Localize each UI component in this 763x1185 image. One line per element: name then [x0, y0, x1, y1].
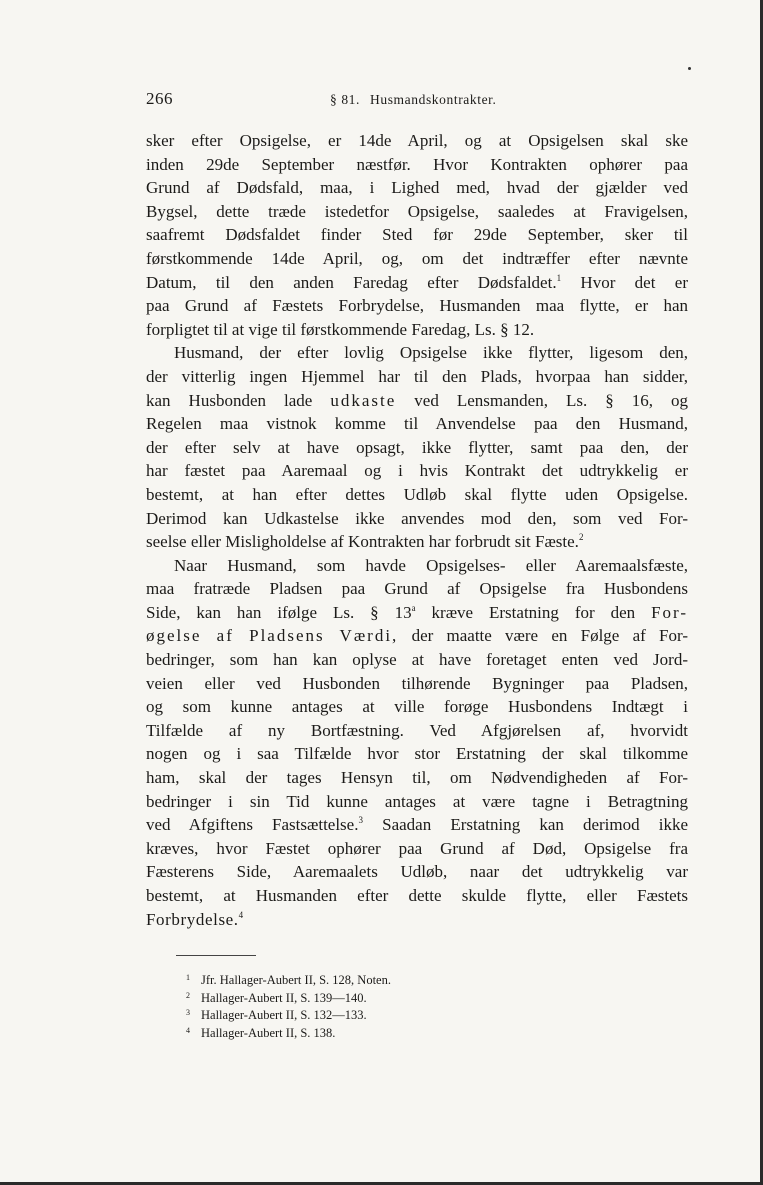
text-line: og som kunne antages at ville forøge Husbondens Indtægt i	[146, 697, 688, 717]
text-line: førstkommende 14de April, og, om det indtræffer efter nævnte	[146, 248, 688, 268]
footnote-ref: 2	[578, 532, 584, 543]
footnote: 2 Hallager-Aubert II, S. 139—140.	[186, 990, 367, 1005]
spaced-term: øgelse af Pladsens Værdi,	[146, 626, 399, 646]
text-line: sker efter Opsigelse, er 14de April, og at Opsigelsen skal ske	[146, 131, 688, 150]
text-fragment: Side, kan han ifølge Ls. § 13	[146, 602, 412, 622]
body-text	[146, 129, 688, 931]
spaced-term: For-	[651, 602, 688, 622]
text-fragment: Hvor det er	[561, 272, 688, 292]
text-fragment: Forbrydelse.	[146, 909, 239, 929]
text-line: Bygsel, dette træde istedetfor Opsigelse, saaledes at Fravigelsen,	[146, 201, 688, 221]
chapter-title: Husmandskontrakter.	[370, 92, 497, 107]
text-fragment: Datum, til den anden Faredag efter Dødsfaldet.	[146, 272, 557, 292]
text-fragment: seelse eller Misligholdelse af Kontrakten har forbrudt sit Fæste.	[146, 532, 579, 552]
text-line: Grund af Dødsfald, maa, i Lighed med, hvad der gjælder ved	[146, 178, 688, 198]
text-line: har fæstet paa Aaremaal og i hvis Kontrakt det udtrykkelig er	[146, 461, 688, 481]
footnote-text: Jfr. Hallager-Aubert II, S. 128, Noten.	[201, 973, 391, 987]
text-line: inden 29de September næstfør. Hvor Kontrakten ophører paa	[146, 154, 688, 174]
running-header	[146, 89, 686, 113]
text-line: Tilfælde af ny Bortfæstning. Ved Afgjørelsen af, hvorvidt	[146, 720, 688, 740]
text-line: saafremt Dødsfaldet finder Sted før 29de September, sker til	[146, 225, 688, 245]
text-line: paa Grund af Fæstets Forbrydelse, Husmanden maa flytte, er han	[146, 296, 688, 316]
paragraph-start: Naar Husmand, som havde Opsigelses- eller Aaremaalsfæste,	[174, 555, 688, 575]
text-line: ham, skal der tages Hensyn til, om Nødvendigheden af For-	[146, 768, 688, 788]
text-line: Derimod kan Udkastelse ikke anvendes mod den, som ved For-	[146, 508, 688, 528]
text-line	[146, 271, 688, 295]
text-line	[146, 813, 688, 837]
text-line: maa fratræde Pladsen paa Grund af Opsigelse fra Husbondens	[146, 579, 688, 599]
text-line	[146, 530, 688, 554]
text-fragment: kan Husbonden lade	[146, 390, 313, 410]
text-line	[146, 389, 688, 413]
footnote-rule	[176, 955, 256, 956]
section-suffix: a	[411, 602, 416, 613]
footnote: 4 Hallager-Aubert II, S. 138.	[186, 1025, 336, 1040]
ink-speck	[688, 67, 691, 70]
footnote-ref: 4	[238, 909, 244, 920]
text-line	[146, 624, 688, 648]
text-line: Fæsterens Side, Aaremaalets Udløb, naar det udtrykkelig var	[146, 862, 688, 882]
text-line: der vitterlig ingen Hjemmel har til den Plads, hvorpaa han sidder,	[146, 366, 688, 386]
text-fragment: kræve Erstatning for den	[431, 602, 636, 622]
text-line	[146, 908, 688, 932]
text-line: der efter selv at have opsagt, ikke flytter, samt paa den, der	[146, 437, 688, 457]
paragraph-start: Husmand, der efter lovlig Opsigelse ikke flytter, ligesom den,	[174, 343, 688, 363]
text-fragment: ved Lensmanden, Ls. § 16, og	[414, 390, 688, 410]
text-line: bestemt, at Husmanden efter dette skulde flytte, eller Fæstets	[146, 886, 688, 905]
footnote-text: Hallager-Aubert II, S. 132—133.	[201, 1008, 367, 1022]
text-fragment: der maatte være en Følge af For-	[411, 626, 688, 646]
text-line: bedringer, som han kan oplyse at have foretaget enten ved Jord-	[146, 650, 688, 670]
footnote-text: Hallager-Aubert II, S. 139—140.	[201, 990, 367, 1005]
footnote: 1 Jfr. Hallager-Aubert II, S. 128, Noten.	[186, 973, 391, 987]
text-line: veien eller ved Husbonden tilhørende Bygninger paa Pladsen,	[146, 673, 688, 693]
text-line: nogen og i saa Tilfælde hvor stor Erstatning der skal tilkomme	[146, 744, 688, 764]
section-number: § 81.	[330, 92, 360, 107]
footnote: 3 Hallager-Aubert II, S. 132—133.	[186, 1008, 367, 1022]
text-line	[146, 601, 688, 625]
text-line: Regelen maa vistnok komme til Anvendelse paa den Husmand,	[146, 414, 688, 434]
footnote-ref: 1	[556, 272, 562, 283]
text-fragment: Saadan Erstatning kan derimod ikke	[382, 815, 688, 835]
text-line: bedringer i sin Tid kunne antages at være tagne i Betragtning	[146, 791, 688, 811]
page-number: 266	[146, 89, 173, 108]
text-line: forpligtet til at vige til førstkommende Faredag, Ls. § 12.	[146, 319, 535, 339]
footnotes	[186, 972, 606, 1042]
footnote-ref: 3	[358, 815, 363, 826]
text-fragment: ved Afgiftens Fastsættelse.	[146, 815, 359, 835]
running-head	[330, 92, 497, 108]
footnote-text: Hallager-Aubert II, S. 138.	[201, 1025, 336, 1040]
text-line: bestemt, at han efter dettes Udløb skal flytte uden Opsigelse.	[146, 484, 688, 504]
spaced-term: udkaste	[330, 390, 397, 410]
text-line: kræves, hvor Fæstet ophører paa Grund af Død, Opsigelse fra	[146, 838, 688, 858]
